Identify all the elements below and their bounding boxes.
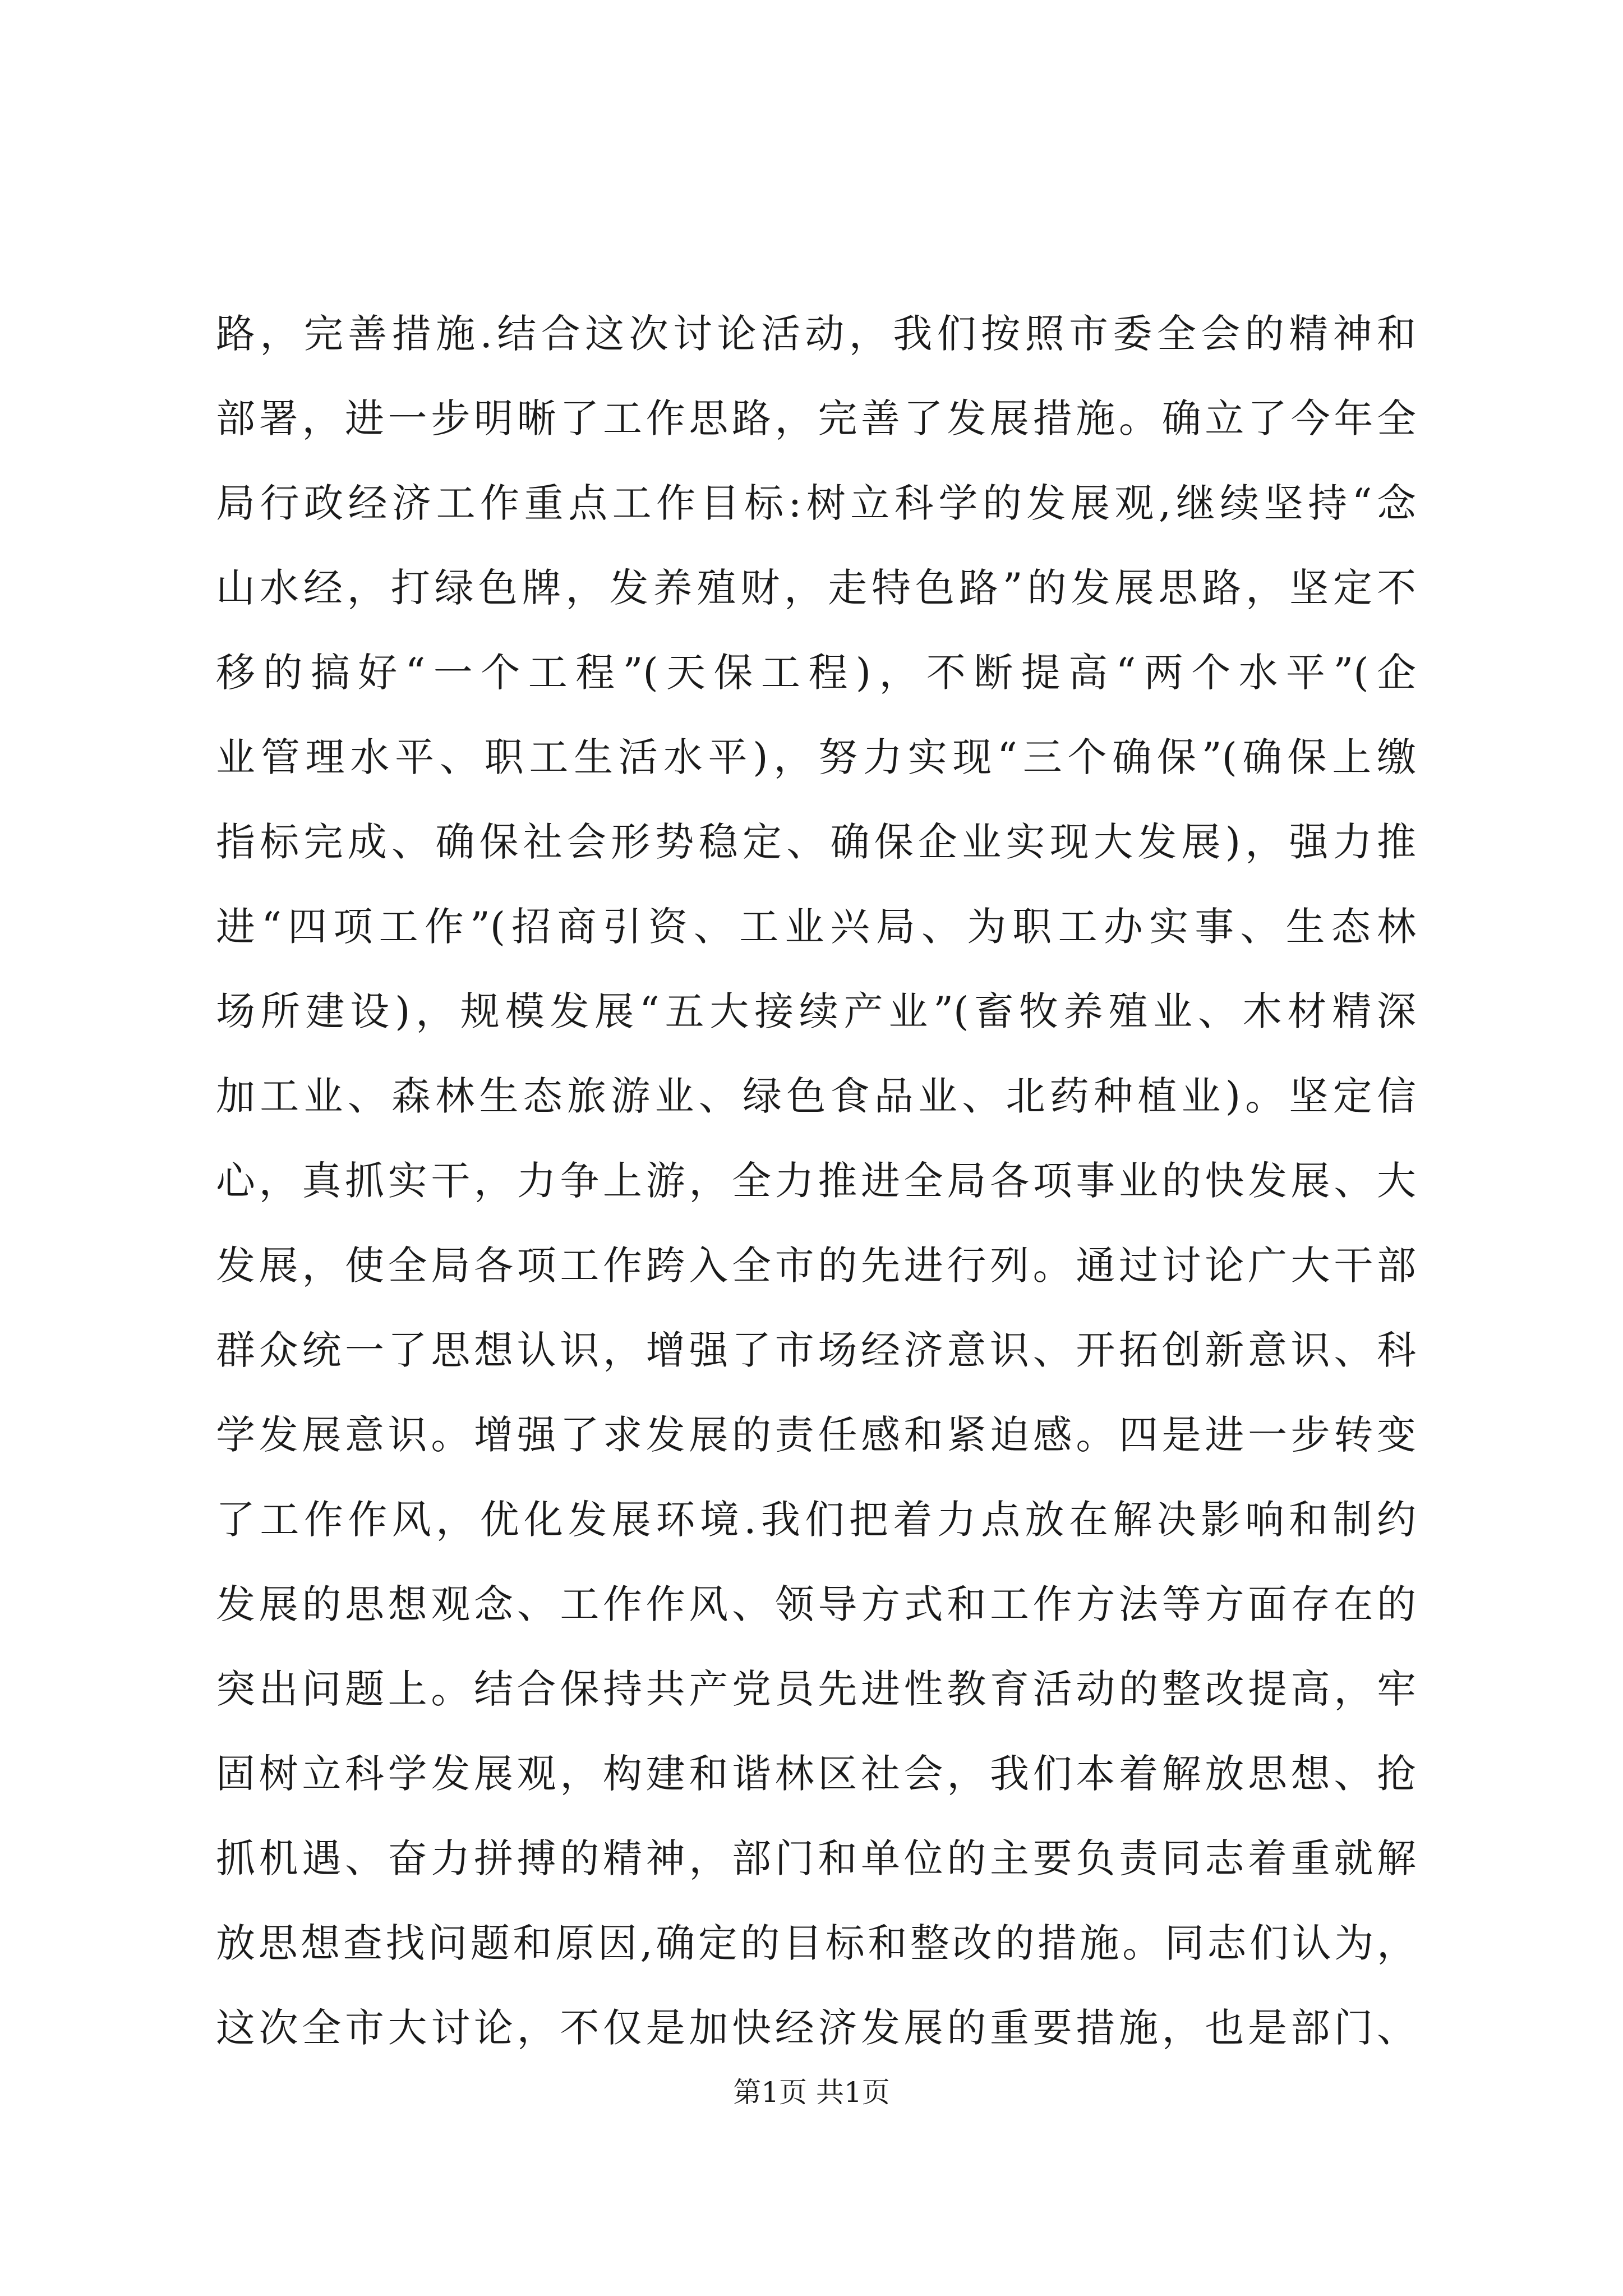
text-line: 学发展意识。增强了求发展的责任感和紧迫感。四是进一步转变 [216,1412,1416,1458]
text-line: 移的搞好“一个工程”(天保工程)，不断提高“两个水平”(企 [216,650,1416,696]
page-footer [0,2073,1623,2112]
text-line: 山水经，打绿色牌，发养殖财，走特色路”的发展思路，坚定不 [216,565,1416,611]
text-line: 放思想查找问题和原因,确定的目标和整改的措施。同志们认为， [216,1920,1416,1966]
body-text [216,292,1416,2070]
text-line: 了工作作风，优化发展环境.我们把着力点放在解决影响和制约 [216,1497,1416,1543]
text-line: 突出问题上。结合保持共产党员先进性教育活动的整改提高，牢 [216,1666,1416,1712]
text-line: 这次全市大讨论，不仅是加快经济发展的重要措施，也是部门、 [216,2005,1416,2051]
text-line: 部署，进一步明晰了工作思路，完善了发展措施。确立了今年全 [216,395,1416,441]
text-line: 指标完成、确保社会形势稳定、确保企业实现大发展)，强力推 [216,819,1416,865]
text-line: 群众统一了思想认识，增强了市场经济意识、开拓创新意识、科 [216,1327,1416,1373]
text-line: 局行政经济工作重点工作目标:树立科学的发展观,继续坚持“念 [216,480,1416,526]
text-line: 发展的思想观念、工作作风、领导方式和工作方法等方面存在的 [216,1581,1416,1627]
text-line: 业管理水平、职工生活水平)，努力实现“三个确保”(确保上缴 [216,734,1416,780]
text-line: 心，真抓实干，力争上游，全力推进全局各项事业的快发展、大 [216,1158,1416,1204]
text-line: 加工业、森林生态旅游业、绿色食品业、北药种植业)。坚定信 [216,1073,1416,1119]
text-line: 路，完善措施.结合这次讨论活动，我们按照市委全会的精神和 [216,311,1416,357]
text-line: 场所建设)，规模发展“五大接续产业”(畜牧养殖业、木材精深 [216,988,1416,1034]
text-line: 进“四项工作”(招商引资、工业兴局、为职工办实事、生态林 [216,904,1416,950]
text-line: 抓机遇、奋力拼搏的精神，部门和单位的主要负责同志着重就解 [216,1835,1416,1881]
text-line: 发展，使全局各项工作跨入全市的先进行列。通过讨论广大干部 [216,1243,1416,1289]
page-number-label: 第1页 共1页 [733,2076,890,2109]
text-line: 固树立科学发展观，构建和谐林区社会，我们本着解放思想、抢 [216,1751,1416,1797]
